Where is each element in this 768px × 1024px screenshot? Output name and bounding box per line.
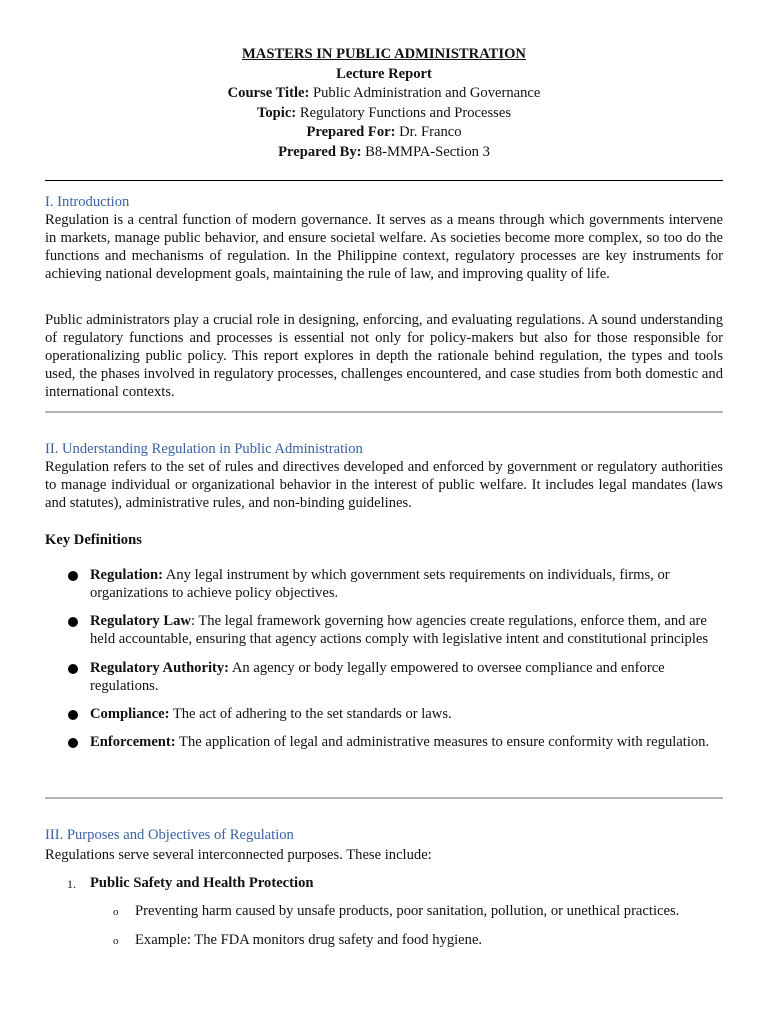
intro-paragraph-2: Public administrators play a crucial role in designing, enforcing, and evaluating regulations. A sound understanding of regulatory functions and processes is essential not only for policy-makers but also for those responsible for operationalizing public policy. This report explores in depth the rationale behind regulation, the types and tools used, the phases involved in regulatory processes, challenges encountered, and case studies from both domestic and international contexts. (45, 312, 723, 400)
bullet-icon (68, 738, 78, 748)
course-line (45, 84, 723, 104)
bullet-icon (68, 664, 78, 674)
definition-term: Enforcement: (90, 734, 176, 751)
definition-text: The act of adhering to the set standards or laws. (169, 705, 452, 722)
course-value: Public Administration and Governance (309, 85, 541, 101)
bullet-icon (68, 617, 78, 627)
prepared-by-value: B8-MMPA-Section 3 (361, 143, 490, 160)
key-definitions-title: Key Definitions (45, 532, 142, 548)
program-title: MASTERS IN PUBLIC ADMINISTRATION (242, 46, 526, 62)
prepared-by-label: Prepared By: (278, 143, 362, 160)
sub-item-text: Example: The FDA monitors drug safety and food hygiene. (135, 932, 483, 948)
item-number: 1. (67, 877, 76, 891)
list-item (45, 660, 723, 696)
section-heading-understanding: II. Understanding Regulation in Public Administration (45, 441, 363, 457)
prepared-for-label: Prepared For: (306, 124, 396, 140)
document-page (45, 45, 723, 948)
purposes-intro: Regulations serve several interconnected purposes. These include: (45, 847, 432, 863)
prepared-for-line (45, 123, 723, 143)
circle-bullet-icon: o (113, 935, 119, 947)
bullet-icon (68, 571, 78, 581)
definition-text: : The legal framework governing how agencies create regulations, enforce them, and are held accountable, ensuring that agency actions comply with legislative intent and constitutional principles (90, 613, 709, 648)
report-type: Lecture Report (336, 65, 432, 82)
definitions-list (45, 567, 723, 763)
section-divider-2 (45, 797, 723, 799)
list-item (45, 706, 723, 724)
prepared-by-line (45, 143, 723, 163)
definition-term: Regulation: (90, 567, 163, 583)
sub-item-text: Preventing harm caused by unsafe products, poor sanitation, pollution, or unethical practices. (135, 903, 680, 919)
list-item (45, 734, 723, 752)
definition-text: The application of legal and administrative measures to ensure conformity with regulation. (175, 734, 710, 751)
course-label: Course Title: (227, 85, 310, 101)
prepared-for-value: Dr. Franco (395, 124, 462, 140)
definition-term: Regulatory Authority: (90, 659, 230, 676)
bullet-icon (68, 710, 78, 720)
section-heading-purposes: III. Purposes and Objectives of Regulation (45, 827, 294, 843)
section-heading-introduction: I. Introduction (45, 194, 130, 210)
circle-bullet-icon: o (113, 906, 119, 918)
item-label: Public Safety and Health Protection (90, 875, 314, 891)
topic-value: Regulatory Functions and Processes (296, 104, 512, 121)
definition-term: Regulatory Law (90, 613, 191, 630)
understanding-paragraph: Regulation refers to the set of rules and directives developed and enforced by government or regulatory authorities to manage individual or organizational behavior in the interest of public welfare. It includes legal mandates (laws and statutes), administrative rules, and non-binding guidelines. (45, 459, 723, 511)
definition-term: Compliance: (90, 705, 170, 722)
report-header (45, 45, 723, 162)
topic-label: Topic: (256, 104, 297, 121)
list-item (45, 567, 723, 603)
header-divider (45, 180, 723, 181)
list-item (45, 613, 723, 649)
section-divider-1 (45, 411, 723, 413)
definition-text: Any legal instrument by which government sets requirements on individuals, firms, or organizations to achieve policy objectives. (90, 567, 670, 601)
intro-paragraph-1: Regulation is a central function of modern governance. It serves as a means through which governments intervene in markets, manage public behavior, and ensure societal welfare. As societies become more complex, so too do the functions and mechanisms of regulation. In the Philippine context, regulatory processes are key instruments for achieving national development goals, maintaining the rule of law, and improving quality of life. (45, 212, 723, 282)
definition-text: An agency or body legally empowered to oversee compliance and enforce regulations. (90, 659, 665, 694)
topic-line (45, 104, 723, 124)
